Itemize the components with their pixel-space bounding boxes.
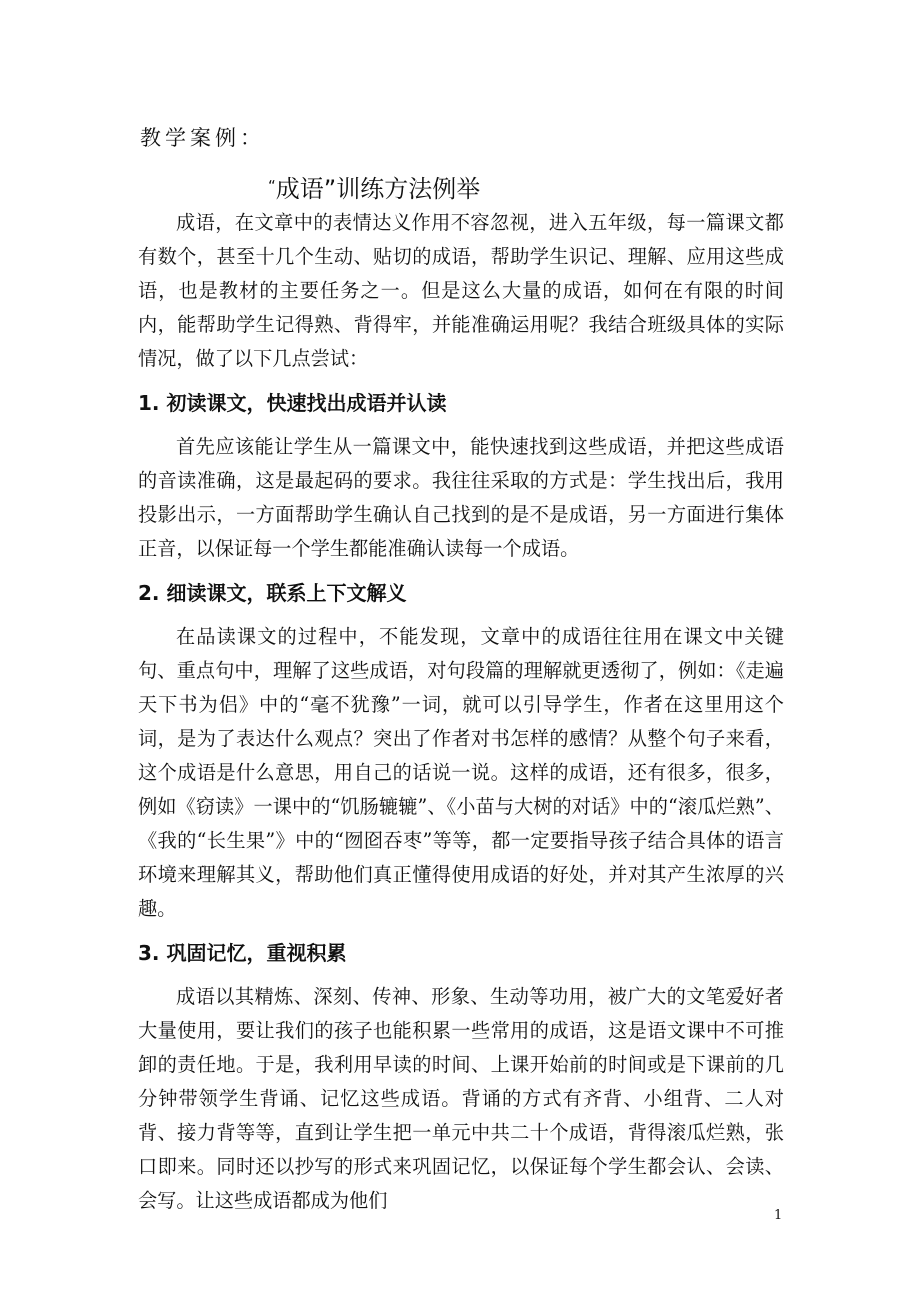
section-body-1: 首先应该能让学生从一篇课文中，能快速找到这些成语，并把这些成语的音读准确，这是最起码的要求。我往往采取的方式是：学生找出后，我用投影出示，一方面帮助学生确认自己找到的是不是成语，另一方面进行集体正音，以保证每一个学生都能准确认读每一个成语。 bbox=[138, 435, 784, 560]
case-label: 教学案例： bbox=[140, 126, 265, 150]
section-heading-2: 2. 细读课文，联系上下文解义 bbox=[138, 581, 407, 605]
document-body bbox=[138, 206, 784, 1218]
page-number: 1 bbox=[774, 1208, 783, 1223]
document-title bbox=[268, 168, 480, 207]
section-body-2: 在品读课文的过程中，不能发现，文章中的成语往往用在课文中关键句、重点句中，理解了这些成语，对句段篇的理解就更透彻了，例如：《走遍天下书为侣》中的“毫不犹豫”一词，就可以引导学生，作者在这里用这个词，是为了表达什么观点？突出了作者对书怎样的感情？从整个句子来看，这个成语是什么意思，用自己的话说一说。这样的成语，还有很多，很多，例如《窃读》一课中的“饥肠辘辘”、《小苗与大树的对话》中的“滚瓜烂熟”、《我的“长生果”》中的“囫囵吞枣”等等，都一定要指导孩子结合具体的语言环境来理解其义，帮助他们真正懂得使用成语的好处，并对其产生浓厚的兴趣。 bbox=[138, 625, 784, 920]
title-text: 成语”训练方法例举 bbox=[275, 175, 481, 203]
section-heading-1: 1. 初读课文，快速找出成语并认读 bbox=[138, 391, 447, 415]
section-heading-3: 3. 巩固记忆，重视积累 bbox=[138, 941, 347, 965]
intro-paragraph: 成语，在文章中的表情达义作用不容忽视，进入五年级，每一篇课文都有数个，甚至十几个生动、贴切的成语，帮助学生识记、理解、应用这些成语，也是教材的主要任务之一。但是这么大量的成语，如何在有限的时间内，能帮助学生记得熟、背得牢，并能准确运用呢？我结合班级具体的实际情况，做了以下几点尝试： bbox=[138, 211, 784, 370]
title-open-quote: “ bbox=[268, 177, 276, 195]
section-body-3: 成语以其精炼、深刻、传神、形象、生动等功用，被广大的文笔爱好者大量使用，要让我们的孩子也能积累一些常用的成语，这是语文课中不可推卸的责任地。于是，我利用早读的时间、上课开始前的时间或是下课前的几分钟带领学生背诵、记忆这些成语。背诵的方式有齐背、小组背、二人对背、接力背等等，直到让学生把一单元中共二十个成语，背得滚瓜烂熟，张口即来。同时还以抄写的形式来巩固记忆，以保证每个学生都会认、会读、会写。让这些成语都成为他们 bbox=[138, 985, 784, 1212]
